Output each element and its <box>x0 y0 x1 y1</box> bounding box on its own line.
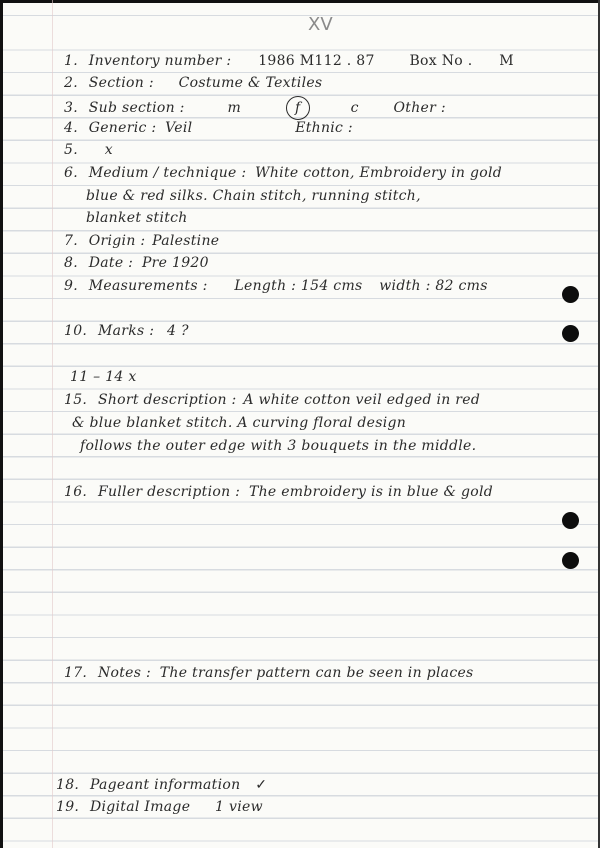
item-5-line <box>64 141 113 159</box>
inventory-number-line <box>64 52 514 70</box>
punch-hole <box>562 325 579 342</box>
measurement-length: Length : 154 cms <box>234 278 363 294</box>
box-number-value: M <box>499 53 514 69</box>
pageant-information-tick: ✓ <box>255 777 268 793</box>
section-value: Costume & Textiles <box>178 75 323 91</box>
measurement-width: width : 82 cms <box>379 278 488 294</box>
date-line <box>64 254 209 272</box>
fuller-description-label: Fuller description : <box>97 484 241 500</box>
sub-section-option-c: c <box>350 100 359 116</box>
sub-section-line <box>64 96 446 120</box>
header-mark: XV <box>308 14 333 35</box>
item-number: 17. <box>64 665 88 681</box>
medium-technique-label: Medium / technique : <box>88 165 247 181</box>
origin-value: Palestine <box>152 233 220 249</box>
digital-image-label: Digital Image <box>89 799 191 815</box>
notes-line <box>64 664 474 682</box>
fuller-description-value: The embroidery is in blue & gold <box>248 484 494 500</box>
section-label: Section : <box>88 75 154 91</box>
measurements-label: Measurements : <box>88 278 208 294</box>
items-11-14-value: 11 – 14 x <box>70 369 137 385</box>
date-value: Pre 1920 <box>141 255 209 271</box>
item-5-value: x <box>104 142 113 158</box>
date-label: Date : <box>88 255 134 271</box>
fuller-description-line <box>64 483 493 501</box>
scan-border-left <box>0 0 3 848</box>
short-description-value-1: A white cotton veil edged in red <box>243 392 481 408</box>
short-description-continuation-1 <box>72 414 406 432</box>
origin-label: Origin : <box>88 233 146 249</box>
generic-label: Generic : <box>88 120 157 136</box>
sub-section-option-f-circled: f <box>286 96 310 120</box>
punch-hole <box>562 512 579 529</box>
section-line <box>64 74 322 92</box>
short-description-value-3: follows the outer edge with 3 bouquets in the middle. <box>80 438 477 454</box>
measurements-line <box>64 277 488 295</box>
marks-label: Marks : <box>97 323 155 339</box>
box-number-label: Box No . <box>409 53 473 69</box>
marks-line <box>64 322 189 340</box>
punch-hole <box>562 286 579 303</box>
sub-section-option-m: m <box>227 100 242 116</box>
item-number: 19. <box>56 799 80 815</box>
short-description-line <box>64 391 480 409</box>
short-description-value-2: & blue blanket stitch. A curving floral design <box>72 415 407 431</box>
origin-line <box>64 232 219 250</box>
medium-technique-continuation-2 <box>86 209 188 227</box>
item-number: 18. <box>56 777 80 793</box>
sub-section-label: Sub section : <box>88 100 185 116</box>
punch-hole <box>562 552 579 569</box>
item-number: 2. <box>64 75 78 91</box>
medium-technique-value-1: White cotton, Embroidery in gold <box>255 165 503 181</box>
generic-value: Veil <box>165 120 193 136</box>
marks-value: 4 ? <box>167 323 189 339</box>
pageant-information-line <box>56 776 267 794</box>
medium-technique-value-3: blanket stitch <box>86 210 188 226</box>
item-number: 4. <box>64 120 78 136</box>
margin-line <box>52 0 53 848</box>
pageant-information-label: Pageant information <box>89 777 241 793</box>
notes-value: The transfer pattern can be seen in places <box>159 665 474 681</box>
digital-image-value: 1 view <box>215 799 263 815</box>
item-number: 5. <box>64 142 78 158</box>
item-number: 8. <box>64 255 78 271</box>
medium-technique-line <box>64 164 502 182</box>
sub-section-other-label: Other : <box>393 100 446 116</box>
item-number: 6. <box>64 165 78 181</box>
ethnic-label: Ethnic : <box>295 120 353 136</box>
item-number: 16. <box>64 484 88 500</box>
scan-border-top <box>0 0 600 3</box>
short-description-label: Short description : <box>97 392 237 408</box>
item-number: 10. <box>64 323 88 339</box>
inventory-number-value: 1986 M112 . 87 <box>258 53 375 69</box>
item-number: 9. <box>64 278 78 294</box>
medium-technique-value-2: blue & red silks. Chain stitch, running stitch, <box>86 188 421 204</box>
generic-line <box>64 119 353 137</box>
medium-technique-continuation-1 <box>86 187 421 205</box>
item-number: 1. <box>64 53 78 69</box>
items-11-14-line <box>70 368 137 386</box>
short-description-continuation-2 <box>80 437 476 455</box>
item-number: 15. <box>64 392 88 408</box>
inventory-number-label: Inventory number : <box>88 53 232 69</box>
digital-image-line <box>56 798 263 816</box>
notes-label: Notes : <box>97 665 151 681</box>
item-number: 3. <box>64 100 78 116</box>
item-number: 7. <box>64 233 78 249</box>
